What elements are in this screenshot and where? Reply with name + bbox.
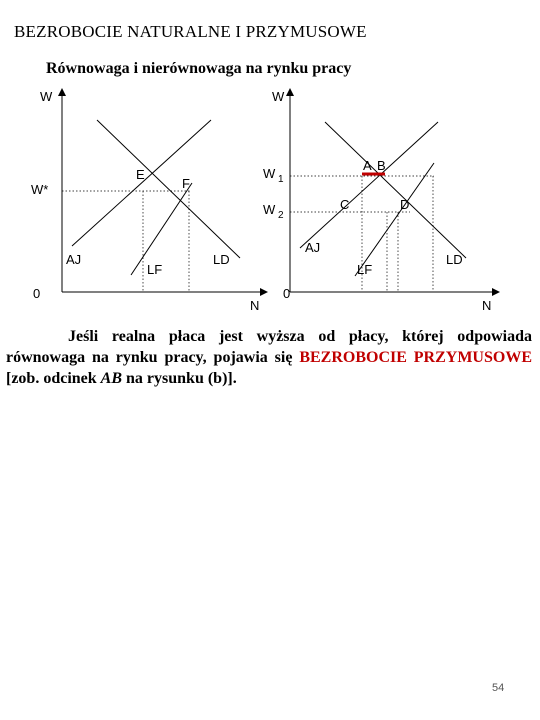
diagram-b-w2-subscript: 2 [278,210,284,221]
diagram-a-wage-label: W* [31,182,49,197]
diagram-b-w1-label: W [263,166,276,181]
diagram-b-ld-label: LD [446,252,463,267]
diagram-b-origin-label: 0 [283,286,291,301]
diagram-a-ld-label: LD [213,252,230,267]
diagram-b-lf-curve [355,163,434,276]
diagram-b-point-d: D [400,197,410,212]
diagram-b [263,89,496,313]
paragraph-part-1: Jeśli realna płaca jest wyższa od płacy, której odpowiada równowaga na rynku pracy, pojawia się [6,328,532,366]
labor-market-diagrams [0,80,540,320]
diagram-b-w2-label: W [263,202,276,217]
diagram-a-x-label: N [250,298,260,313]
diagram-b-ld-curve [325,122,466,258]
paragraph-part-2: [zob. odcinek [6,370,101,387]
diagram-a-y-label: W [40,89,53,104]
diagram-b-x-label: N [482,298,492,313]
page-number: 54 [492,682,505,694]
forced-unemployment-highlight: BEZROBOCIE PRZYMUSOWE [299,349,533,366]
diagram-a-lf-label: LF [147,262,163,277]
diagram-b-w1-subscript: 1 [278,174,284,185]
segment-ab-reference: AB [100,370,123,387]
diagram-a-point-e: E [136,167,145,182]
page-subtitle: Równowaga i nierównowaga na rynku pracy [46,60,352,77]
explanation-paragraph [6,326,532,389]
diagram-a-aj-curve [72,120,211,246]
diagram-a-origin-label: 0 [33,286,41,301]
diagram-a-point-f: F [182,176,190,191]
diagram-b-point-c: C [340,197,350,212]
diagram-a-ld-curve [97,120,240,258]
diagram-b-y-label: W [272,89,285,104]
diagram-b-lf-label: LF [357,262,373,277]
diagram-b-point-a: A [363,158,372,173]
diagram-a [31,89,264,313]
page-title: BEZROBOCIE NATURALNE I PRZYMUSOWE [14,22,367,41]
diagram-b-aj-label: AJ [305,240,321,255]
diagram-a-aj-label: AJ [66,252,82,267]
paragraph-part-3: na rysunku (b)]. [122,370,237,387]
diagram-b-point-b: B [377,158,386,173]
diagram-b-aj-curve [300,122,438,248]
